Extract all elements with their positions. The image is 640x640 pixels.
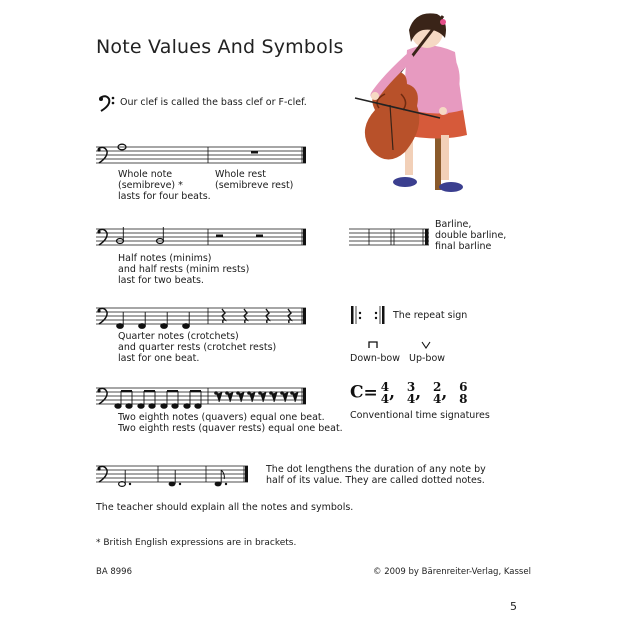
time-sig-4-4: 4 4 — [380, 380, 390, 406]
whole-note-caption-line3: lasts for four beats. — [118, 191, 211, 202]
teacher-note: The teacher should explain all the notes and symbols. — [96, 502, 354, 513]
footnote: * British English expressions are in brackets. — [96, 538, 297, 548]
footer-code: BA 8996 — [96, 567, 132, 577]
quarter-note-caption-line2: and quarter rests (crotchet rests) — [118, 342, 277, 353]
time-sig-3-4: 3 4 — [406, 380, 416, 406]
page-title: Note Values And Symbols — [96, 36, 344, 58]
barline-examples — [349, 225, 431, 249]
quarter-note-caption-line3: last for one beat. — [118, 353, 200, 364]
quarter-note-caption — [118, 331, 276, 364]
down-bow-icon — [368, 341, 378, 349]
time-sig-6-8: 6 8 — [459, 380, 468, 406]
up-bow-icon — [421, 341, 431, 349]
staff-half-notes — [96, 225, 310, 249]
time-signatures: C= 4 4 , 3 4 , 2 4 , 6 8 — [350, 380, 468, 406]
half-note-caption-line1: Half notes (minims) — [118, 253, 212, 264]
half-note-caption — [118, 253, 249, 286]
barline-caption-line2: double barline, — [435, 230, 507, 241]
barline-caption-line3: final barline — [435, 241, 492, 252]
eighth-note-caption-line2: Two eighth rests (quaver rests) equal one beat. — [118, 423, 343, 434]
barline-caption — [435, 219, 506, 252]
intro-text: Our clef is called the bass clef or F-clef. — [120, 97, 307, 108]
equals-sign: = — [363, 382, 378, 403]
staff-dotted-notes — [96, 462, 252, 488]
barline-caption-line1: Barline, — [435, 219, 472, 230]
dotted-note-caption — [266, 464, 486, 486]
page-number: 5 — [510, 600, 517, 613]
staff-whole-notes — [96, 143, 310, 167]
up-bow-label: Up-bow — [409, 353, 446, 364]
footer-copyright: © 2009 by Bärenreiter-Verlag, Kassel — [373, 567, 531, 577]
half-note-caption-line3: last for two beats. — [118, 275, 204, 286]
time-signatures-caption: Conventional time signatures — [350, 410, 490, 421]
whole-note-caption — [118, 169, 211, 202]
repeat-sign-label: The repeat sign — [393, 310, 468, 321]
time-sig-2-4: 2 4 — [433, 380, 442, 406]
whole-rest-caption-line1: Whole rest — [215, 169, 266, 180]
staff-quarter-notes — [96, 304, 310, 330]
whole-rest-caption-line2: (semibreve rest) — [215, 180, 294, 191]
staff-eighth-notes — [96, 384, 310, 410]
whole-note-caption-line2: (semibreve) * — [118, 180, 183, 191]
common-time-symbol: C — [350, 382, 364, 403]
half-note-caption-line2: and half rests (minim rests) — [118, 264, 250, 275]
whole-note-caption-line1: Whole note — [118, 169, 173, 180]
whole-rest-caption — [215, 169, 293, 191]
eighth-note-caption-line1: Two eighth notes (quavers) equal one beat. — [118, 412, 325, 423]
girl-playing-cello-illustration — [345, 10, 480, 195]
bass-clef-icon — [96, 93, 116, 113]
dotted-note-caption-line1: The dot lengthens the duration of any note by — [266, 464, 486, 475]
quarter-note-caption-line1: Quarter notes (crotchets) — [118, 331, 239, 342]
repeat-sign-icon — [349, 303, 389, 327]
dotted-note-caption-line2: half of its value. They are called dotted notes. — [266, 475, 485, 486]
eighth-note-caption — [118, 412, 343, 434]
down-bow-label: Down-bow — [350, 353, 400, 364]
